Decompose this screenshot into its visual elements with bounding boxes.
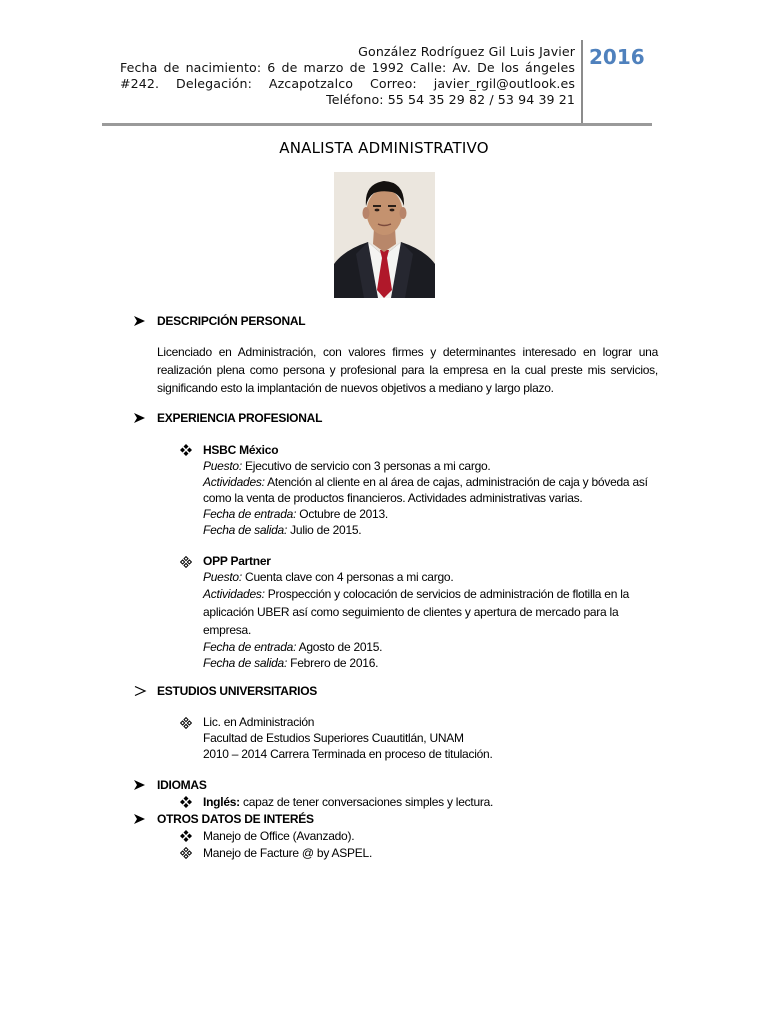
education-entry <box>203 714 663 762</box>
arrowhead-bullet-icon <box>133 315 147 327</box>
header-vertical-divider <box>581 40 583 124</box>
job-entrada-label: Fecha de entrada: <box>203 640 297 654</box>
language-label: Inglés: <box>203 795 240 809</box>
four-diamond-bullet-icon <box>180 830 192 842</box>
job-puesto: Cuenta clave con 4 personas a mi cargo. <box>241 570 454 584</box>
job-entrada: Octubre de 2013. <box>296 507 388 521</box>
other-item: Manejo de Office (Avanzado). <box>203 829 355 843</box>
job-salida-label: Fecha de salida: <box>203 523 288 537</box>
header-contact-details: Fecha de nacimiento: 6 de marzo de 1992 Calle: Av. De los ángeles #242. Delegación: Azcapotzalco Correo: javier_rgil@outlook.es Teléfono: 55 54 35 29 82 / 53 94 39 21 <box>120 60 575 107</box>
outline-diamond-bullet-icon <box>180 556 192 568</box>
header-year: 2016 <box>589 45 645 69</box>
job-entrada: Agosto de 2015. <box>296 640 383 654</box>
section-heading-languages: IDIOMAS <box>157 778 207 792</box>
job-puesto: Ejecutivo de servicio con 3 personas a mi cargo. <box>241 459 491 473</box>
language-description: capaz de tener conversaciones simples y lectura. <box>239 795 494 809</box>
four-diamond-bullet-icon <box>180 444 192 456</box>
job-actividades: Atención al cliente en al área de cajas, administración de caja y bóveda así como la venta de productos financieros. Actividades administrativas varias. <box>203 475 648 505</box>
job-salida: Julio de 2015. <box>287 523 362 537</box>
job-entry-hsbc <box>203 442 663 538</box>
arrowhead-bullet-icon <box>133 685 147 697</box>
outline-diamond-bullet-icon <box>180 847 192 859</box>
arrowhead-bullet-icon <box>133 813 147 825</box>
job-salida: Febrero de 2016. <box>287 656 379 670</box>
job-salida-label: Fecha de salida: <box>203 656 288 670</box>
header-contact-block <box>120 44 575 108</box>
job-actividades-label: Actividades: <box>203 475 265 489</box>
personal-description: Licenciado en Administración, con valores firmes y determinantes interesado en lograr una realización plena como persona y profesional para la empresa en la cual preste mis servicios, significando esto la implantación de nuevos objetivos a mediano y largo plazo. <box>157 345 658 395</box>
education-degree: Lic. en Administración <box>203 715 315 729</box>
section-heading-other: OTROS DATOS DE INTERÉS <box>157 812 314 826</box>
header-horizontal-divider <box>102 123 652 126</box>
job-actividades: Prospección y colocación de servicios de administración de flotilla en la aplicación UBER así como seguimiento de clientes y apertura de mercado para la empresa. <box>203 587 630 637</box>
section-heading-education: ESTUDIOS UNIVERSITARIOS <box>157 684 318 698</box>
profile-photo <box>334 172 435 298</box>
job-company: HSBC México <box>203 443 279 457</box>
language-entry <box>203 794 663 810</box>
section-heading-personal: DESCRIPCIÓN PERSONAL <box>157 314 306 328</box>
arrowhead-bullet-icon <box>133 412 147 424</box>
document-title: ANALISTA ADMINISTRATIVO <box>279 139 489 157</box>
outline-diamond-bullet-icon <box>180 717 192 729</box>
job-company: OPP Partner <box>203 554 271 568</box>
other-items-list <box>203 828 663 862</box>
job-puesto-label: Puesto: <box>203 570 242 584</box>
job-entrada-label: Fecha de entrada: <box>203 507 297 521</box>
job-entry-opp <box>203 553 663 671</box>
section-heading-experience: EXPERIENCIA PROFESIONAL <box>157 411 323 425</box>
education-school: Facultad de Estudios Superiores Cuautitlán, UNAM <box>203 731 464 745</box>
job-actividades-label: Actividades: <box>203 587 265 601</box>
job-puesto-label: Puesto: <box>203 459 242 473</box>
other-item: Manejo de Facture @ by ASPEL. <box>203 846 373 860</box>
arrowhead-bullet-icon <box>133 779 147 791</box>
education-period: 2010 – 2014 Carrera Terminada en proceso de titulación. <box>203 747 493 761</box>
header-name: González Rodríguez Gil Luis Javier <box>358 44 575 59</box>
four-diamond-bullet-icon <box>180 796 192 808</box>
profile-photo-illustration <box>334 172 435 298</box>
